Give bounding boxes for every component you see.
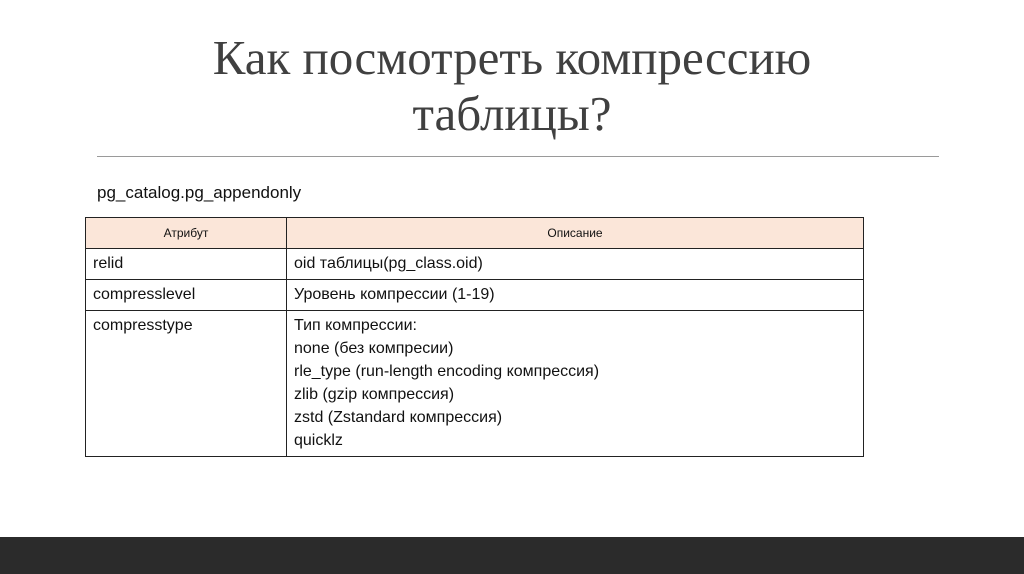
cell-attribute: relid — [86, 249, 287, 280]
header-attribute: Атрибут — [86, 218, 287, 249]
table-row — [86, 280, 864, 311]
cell-attribute: compresslevel — [86, 280, 287, 311]
description-line: Тип компрессии: — [294, 317, 417, 334]
slide-title — [0, 30, 1024, 142]
slide-title-line-2: таблицы? — [412, 86, 612, 141]
cell-description — [287, 311, 864, 457]
description-line: zstd (Zstandard компрессия) — [294, 409, 503, 426]
cell-description — [287, 249, 864, 280]
description-line: rle_type (run-length encoding компрессия) — [294, 363, 600, 380]
table-row — [86, 311, 864, 457]
title-divider — [97, 156, 939, 157]
cell-description — [287, 280, 864, 311]
description-line: zlib (gzip компрессия) — [294, 386, 455, 403]
description-line: Уровень компрессии (1-19) — [294, 286, 495, 303]
table-header-row — [86, 218, 864, 249]
table-row — [86, 249, 864, 280]
header-description: Описание — [287, 218, 864, 249]
description-line: quicklz — [294, 432, 343, 449]
bottom-bar — [0, 537, 1024, 574]
description-line: oid таблицы(pg_class.oid) — [294, 255, 483, 272]
attributes-table — [85, 217, 864, 457]
description-line: none (без компресии) — [294, 340, 454, 357]
cell-attribute: compresstype — [86, 311, 287, 457]
slide-title-line-1: Как посмотреть компрессию — [212, 30, 812, 85]
table-caption: pg_catalog.pg_appendonly — [97, 183, 302, 202]
